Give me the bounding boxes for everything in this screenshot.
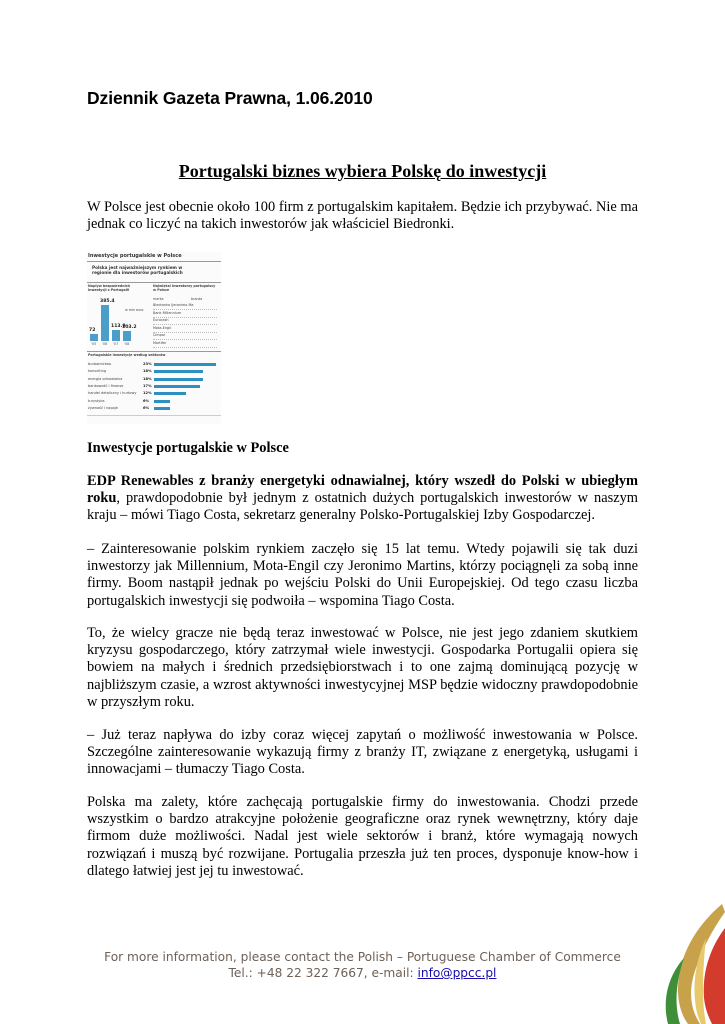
clipping-sector-pct: 6% [143,398,150,403]
publication-source: Dziennik Gazeta Prawna, 1.06.2010 [87,88,373,108]
clipping-sector-bar [154,385,200,388]
clipping-bar-label: '05 [91,342,97,346]
clipping-investor-name: Martifer [153,340,167,345]
clipping-sector-name: handel detaliczny i hurtowy [88,391,137,396]
clipping-bar [123,331,131,341]
clipping-investor-divider [153,347,217,348]
clipping-sector-name: budownictwo [88,362,112,366]
clipping-sector-bar [154,378,203,381]
clipping-bar-value: 72 [89,328,96,333]
clipping-bar [112,330,120,341]
clipping-sector-bar [154,363,216,366]
clipping-right-caption: Najwięksi inwestorzy portugalscy w Polsce [153,284,216,292]
clipping-investor-name: Biedronka (Jeronimo Ma [153,303,194,307]
footer-phone-email-line [0,966,725,980]
clipping-sector-bar [154,400,170,403]
paragraph-4: – Już teraz napływa do izby coraz więcej zapytań o możliwość inwestowania w Polsce. Szczególne zainteresowanie wykazują firmy z branży IT, związane z energetyką, usługami i innowacjami – tłumaczy Tiago Costa. [87,727,638,778]
clipping-sectors-caption: Portugalskie inwestycje według sektorów [88,353,166,357]
clipping-bar [101,305,109,341]
paragraph-5: Polska ma zalety, które zachęcają portugalskie firmy do inwestowania. Chodzi przede wszystkim o bardzo atrakcyjne położenie geograficzne oraz rynek wewnętrzny, który daje firmom duże możliwości. Nadal jest wiele sektorów i branż, które wymagają nowych rozwiązań i muszą być rozwijane. Portugalia przeszła już ten proces, dysponuje know-how i dlatego łatwiej jest jej tu inwestować. [87,794,638,879]
footer-phone: Tel.: +48 22 322 7667, e-mail: [228,966,418,980]
paragraph-2: – Zainteresowanie polskim rynkiem zaczęło się 15 lat temu. Wtedy pojawili się tak duzi inwestorzy jak Millennium, Mota-Engil czy Jeronimo Martins, którzy pociągnęli za sobą inne firmy. Boom nastąpił jednak po wejściu Polski do Unii Europejskiej. Od tego czasu liczba portugalskich inwestycji się podwoiła – wspomina Tiago Costa. [87,541,638,609]
clipping-bar-value: 113.9 [111,324,126,329]
clipping-sector-pct: 17% [143,383,152,388]
clipping-sector-bar [154,370,203,373]
clipping-bar-value: 103.2 [122,325,137,330]
clipping-sector-pct: 12% [143,391,152,396]
clipping-sector-name: turystyka [88,398,105,403]
clipping-bar [90,334,98,341]
clipping-sector-pct: 18% [143,369,152,374]
clipping-bar-value: 385.4 [100,299,115,304]
clipping-sector-pct: 18% [143,376,152,381]
clipping-investor-name: Bank Millennium [153,310,182,315]
clipping-rule [87,415,221,416]
clipping-investor-name: Mota-Engil [153,325,171,330]
article-lead: W Polsce jest obecnie około 100 firm z portugalskim kapitałem. Będzie ich przybywać. Nie ma jednak co liczyć na takich inwestorów jak właściciel Biedronki. [87,199,638,233]
clipping-sector-name: energia odnawialna [88,376,123,381]
clipping-unit: w mln euro [125,308,144,312]
paragraph-3: To, że wielcy gracze nie będą teraz inwestować w Polsce, nie jest jego zdaniem skutkiem kryzysu gospodarczego, który zatrzymał wiele inwestycji. Gospodarka Portugalii opiera się bowiem na małych i średnich przedsiębiorstwach i to one zajmą dominującą pozycję w najbliższym czasie, a wzrost aktywności inwestycyjnej MSP będzie widoczny prawdopodobnie w przyszłym roku. [87,625,638,710]
clipping-left-caption: Napływ bezpośrednich inwestycji z Portugalii [88,284,131,292]
clipping-bar-label: '08 [124,342,130,346]
clipping-bar-label: '06 [102,342,108,346]
footer-contact-line: For more information, please contact the Polish – Portuguese Chamber of Commerce [104,950,621,964]
clipping-investor-name: Cimpor [153,333,166,337]
clipping-sector-bar [154,392,186,395]
clipping-subtitle: Polska jest najważniejszym rynkiem w regionie dla inwestorów portugalskich [92,265,183,275]
clipping-sector-name: konsulting [88,369,107,374]
clipping-col-sector: branża [191,297,203,301]
email-link[interactable]: info@ppcc.pl [417,966,497,980]
paragraph-1-rest: , prawdopodobnie był jednym z ostatnich dużych portugalskich inwestorów w naszym kraju – mówi Tiago Costa, sekretarz generalny Polsko-Portugalskiej Izby Gospodarczej. [87,490,638,524]
newspaper-clipping-image [87,252,221,424]
clipping-sector-name: żywność i napoje [88,405,118,410]
clipping-rule [87,351,221,352]
clipping-rule [87,282,221,283]
paragraph-1-bold: EDP Renewables z branży energetyki odnawialnej, który wszedł do Polski w ubiegłym roku [87,473,638,507]
chamber-logo-swoosh [644,898,725,1024]
clipping-sector-name: bankowość i finanse [88,383,124,388]
clipping-sector-pct: 23% [143,362,152,366]
paragraph-1 [87,473,638,525]
article-title: Portugalski biznes wybiera Polskę do inwestycji [178,161,547,181]
clipping-col-brand: marka [153,297,164,301]
clipping-rule [87,261,221,262]
clipping-bar-label: '07 [113,342,119,346]
clipping-title: Inwestycje portugalskie w Polsce [88,253,182,259]
section-subheading: Inwestycje portugalskie w Polsce [87,440,289,456]
clipping-sector-pct: 6% [143,405,150,410]
clipping-sector-bar [154,407,170,410]
clipping-investor-name: Eurocash [153,318,169,322]
